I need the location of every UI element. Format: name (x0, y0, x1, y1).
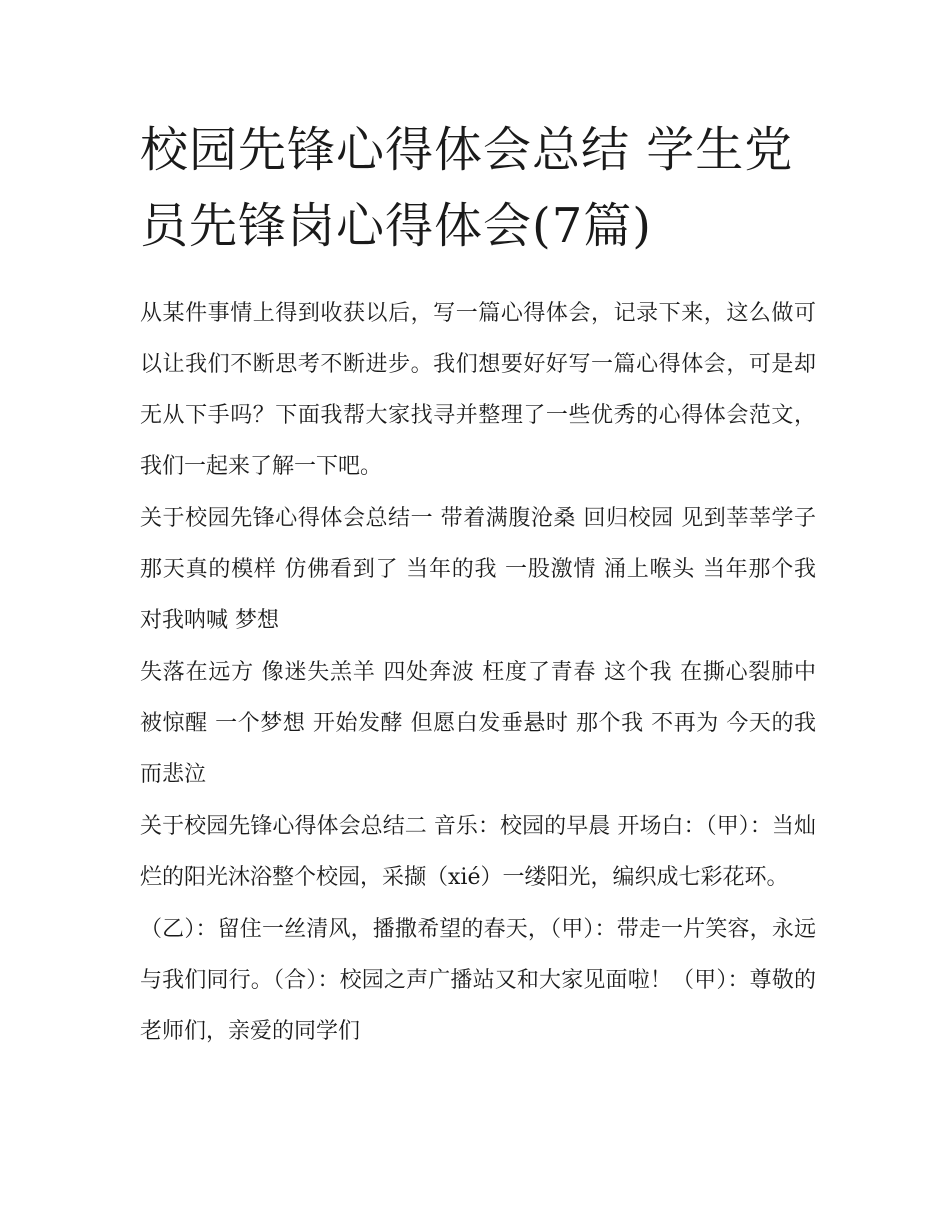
paragraph-poem-continued: 失落在远方 像迷失羔羊 四处奔波 枉度了青春 这个我 在撕心裂肺中 被惊醒 一个梦想 开始发酵 但愿白发垂悬时 那个我 不再为 今天的我而悲泣 (140, 660, 816, 787)
paragraph-dialogue: （乙）：留住一丝清风，播撒希望的春天，（甲）：带走一片笑容，永远与我们同行。（合）：校园之声广播站又和大家见面啦！（甲）：尊敬的老师们，亲爱的同学们 (140, 917, 816, 1044)
paragraph-summary-two: 关于校园先锋心得体会总结二 音乐：校园的早晨 开场白：（甲）：当灿烂的阳光沐浴整个校园，采撷（xié）一缕阳光，编织成七彩花环。 (140, 814, 816, 890)
paragraph-intro: 从某件事情上得到收获以后，写一篇心得体会，记录下来，这么做可以让我们不断思考不断进步。我们想要好好写一篇心得体会，可是却无从下手吗？下面我帮大家找寻并整理了一些优秀的心得体会范文，我们一起来了解一下吧。 (140, 301, 816, 479)
document-page (140, 112, 816, 1057)
document-body (140, 288, 816, 1057)
paragraph-summary-one: 关于校园先锋心得体会总结一 带着满腹沧桑 回归校园 见到莘莘学子 那天真的模样 仿佛看到了 当年的我 一股激情 涌上喉头 当年那个我 对我呐喊 梦想 (140, 506, 816, 633)
document-title: 校园先锋心得体会总结 学生党员先锋岗心得体会(7篇) (140, 122, 794, 254)
